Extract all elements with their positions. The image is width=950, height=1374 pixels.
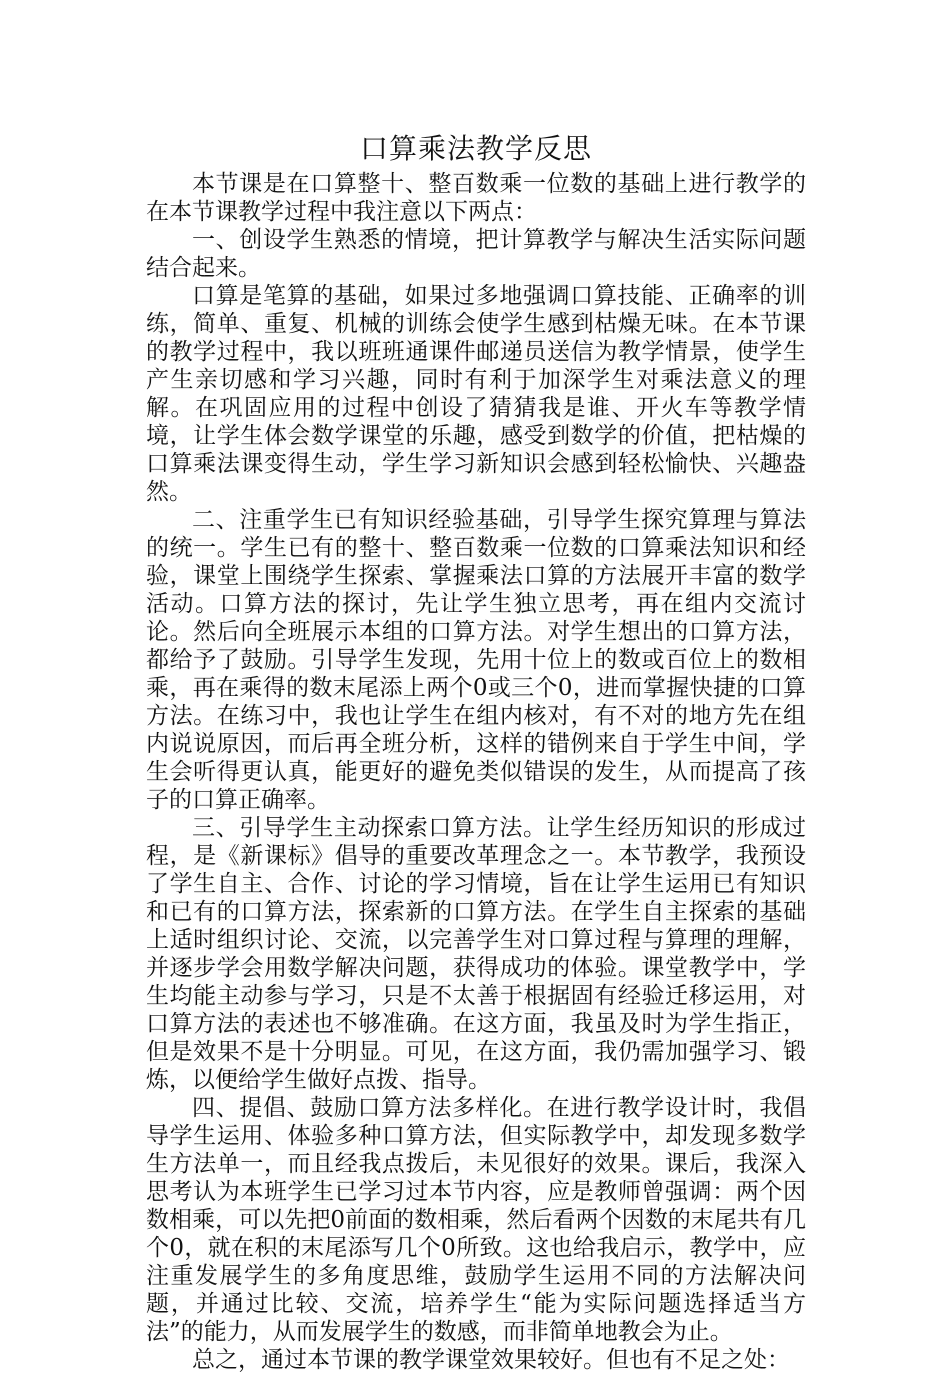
paragraph-point-4: 四、提倡、鼓励口算方法多样化。在进行教学设计时，我倡导学生运用、体验多种口算方法，但实际教学中，却发现多数学生方法单一，而且经我点拨后，未见很好的效果。课后，我深入思考认为本班学生已学习过本节内容，应是教师曾强调：两个因数相乘，可以先把0前面的数相乘，然后看两个因数的末尾共有几个0，就在积的末尾添写几个0所致。这也给我启示，教学中，应注重发展学生的多角度思维，鼓励学生运用不同的方法解决问题，并通过比较、交流，培养学生“能为实际问题选择适当方法”的能力，从而发展学生的数感，而非简单地教会为止。 (146, 1095, 806, 1345)
paragraph-point-2: 二、注重学生已有知识经验基础，引导学生探究算理与算法的统一。学生已有的整十、整百数乘一位数的口算乘法知识和经验，课堂上围绕学生探索、掌握乘法口算的方法展开丰富的数学活动。口算方法的探讨，先让学生独立思考，再在组内交流讨论。然后向全班展示本组的口算方法。对学生想出的口算方法，都给予了鼓励。引导学生发现，先用十位上的数或百位上的数相乘，再在乘得的数末尾添上两个0或三个0，进而掌握快捷的口算方法。在练习中，我也让学生在组内核对，有不对的地方先在组内说说原因，而后再全班分析，这样的错例来自于学生中间，学生会听得更认真，能更好的避免类似错误的发生，从而提高了孩子的口算正确率。 (146, 507, 806, 813)
paragraph-point-1-heading: 一、创设学生熟悉的情境，把计算教学与解决生活实际问题结合起来。 (146, 227, 806, 281)
paragraph-point-1-body: 口算是笔算的基础，如果过多地强调口算技能、正确率的训练，简单、重复、机械的训练会使学生感到枯燥无味。在本节课的教学过程中，我以班班通课件邮递员送信为教学情景，使学生产生亲切感和学习兴趣，同时有利于加深学生对乘法意义的理解。在巩固应用的过程中创设了猜猜我是谁、开火车等教学情境，让学生体会数学课堂的乐趣，感受到数学的价值，把枯燥的口算乘法课变得生动，学生学习新知识会感到轻松愉快、兴趣盎然。 (146, 283, 806, 505)
document-page (146, 128, 806, 1374)
document-title: 口算乘法教学反思 (359, 132, 592, 165)
paragraph-point-3: 三、引导学生主动探索口算方法。让学生经历知识的形成过程，是《新课标》倡导的重要改革理念之一。本节教学，我预设了学生自主、合作、讨论的学习情境，旨在让学生运用已有知识和已有的口算方法，探索新的口算方法。在学生自主探索的基础上适时组织讨论、交流，以完善学生对口算过程与算理的理解，并逐步学会用数学解决问题，获得成功的体验。课堂教学中，学生均能主动参与学习，只是不太善于根据固有经验迁移运用，对口算方法的表述也不够准确。在这方面，我虽及时为学生指正，但是效果不是十分明显。可见，在这方面，我仍需加强学习、锻炼，以便给学生做好点拨、指导。 (146, 815, 806, 1093)
paragraph-summary: 总之，通过本节课的教学课堂效果较好。但也有不足之处： (192, 1347, 790, 1373)
paragraph-intro: 本节课是在口算整十、整百数乘一位数的基础上进行教学的在本节课教学过程中我注意以下两点： (146, 171, 806, 225)
